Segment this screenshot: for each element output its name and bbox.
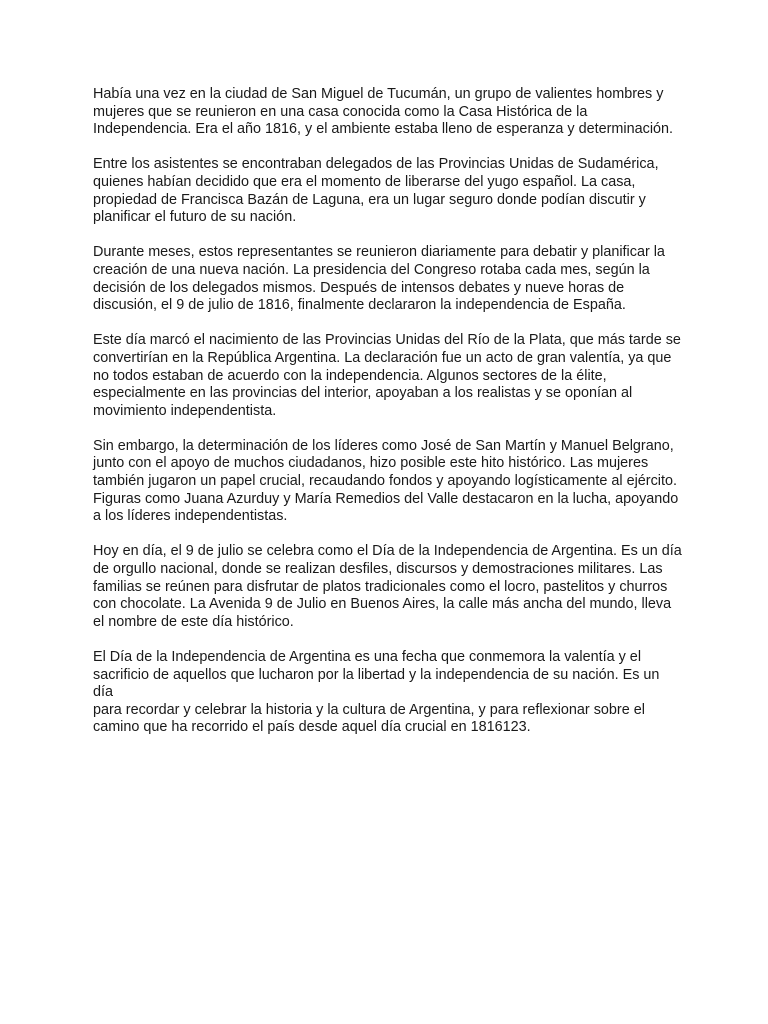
paragraph-1: Había una vez en la ciudad de San Miguel de Tucumán, un grupo de valientes hombres y mujeres que se reunieron en una casa conocida como la Casa Histórica de la Independencia. Era el año 1816, y el ambiente estaba lleno de esperanza y determinación.	[93, 86, 674, 138]
paragraph-4: Este día marcó el nacimiento de las Provincias Unidas del Río de la Plata, que más tarde se convertirían en la República Argentina. La declaración fue un acto de gran valentía, ya que no todos estaban de acuerdo con la independencia. Algunos sectores de la élite, especialmente en las provincias del interior, apoyaban a los realistas y se oponían al movimiento independentista.	[93, 332, 681, 419]
paragraph-2: Entre los asistentes se encontraban delegados de las Provincias Unidas de Sudamérica, quienes habían decidido que era el momento de liberarse del yugo español. La casa, propiedad de Francisca Bazán de Laguna, era un lugar seguro donde podían discutir y planificar el futuro de su nación.	[93, 156, 659, 226]
paragraph-6: Hoy en día, el 9 de julio se celebra como el Día de la Independencia de Argentina. Es un día de orgullo nacional, donde se realizan desfiles, discursos y demostraciones militares. Las familias se reúnen para disfrutar de platos tradicionales como el locro, pastelitos y churros con chocolate. La Avenida 9 de Julio en Buenos Aires, la calle más ancha del mundo, lleva el nombre de este día histórico.	[93, 543, 682, 630]
paragraph-5: Sin embargo, la determinación de los líderes como José de San Martín y Manuel Belgrano, junto con el apoyo de muchos ciudadanos, hizo posible este hito histórico. Las mujeres también jugaron un papel crucial, recaudando fondos y apoyando logísticamente al ejército. Figuras como Juana Azurduy y María Remedios del Valle destacaron en la lucha, apoyando a los líderes independentistas.	[93, 437, 679, 525]
paragraph-7: El Día de la Independencia de Argentina es una fecha que conmemora la valentía y el sacrificio de aquellos que lucharon por la libertad y la independencia de su nación. Es un día para recordar y celebrar la historia y la cultura de Argentina, y para reflexionar sobre el camino que ha recorrido el país desde aquel día crucial en 1816123.	[93, 649, 660, 736]
document-body	[93, 86, 683, 755]
paragraph-3: Durante meses, estos representantes se reunieron diariamente para debatir y planificar la creación de una nueva nación. La presidencia del Congreso rotaba cada mes, según la decisión de los delegados mismos. Después de intensos debates y nueve horas de discusión, el 9 de julio de 1816, finalmente declararon la independencia de España.	[93, 244, 665, 314]
